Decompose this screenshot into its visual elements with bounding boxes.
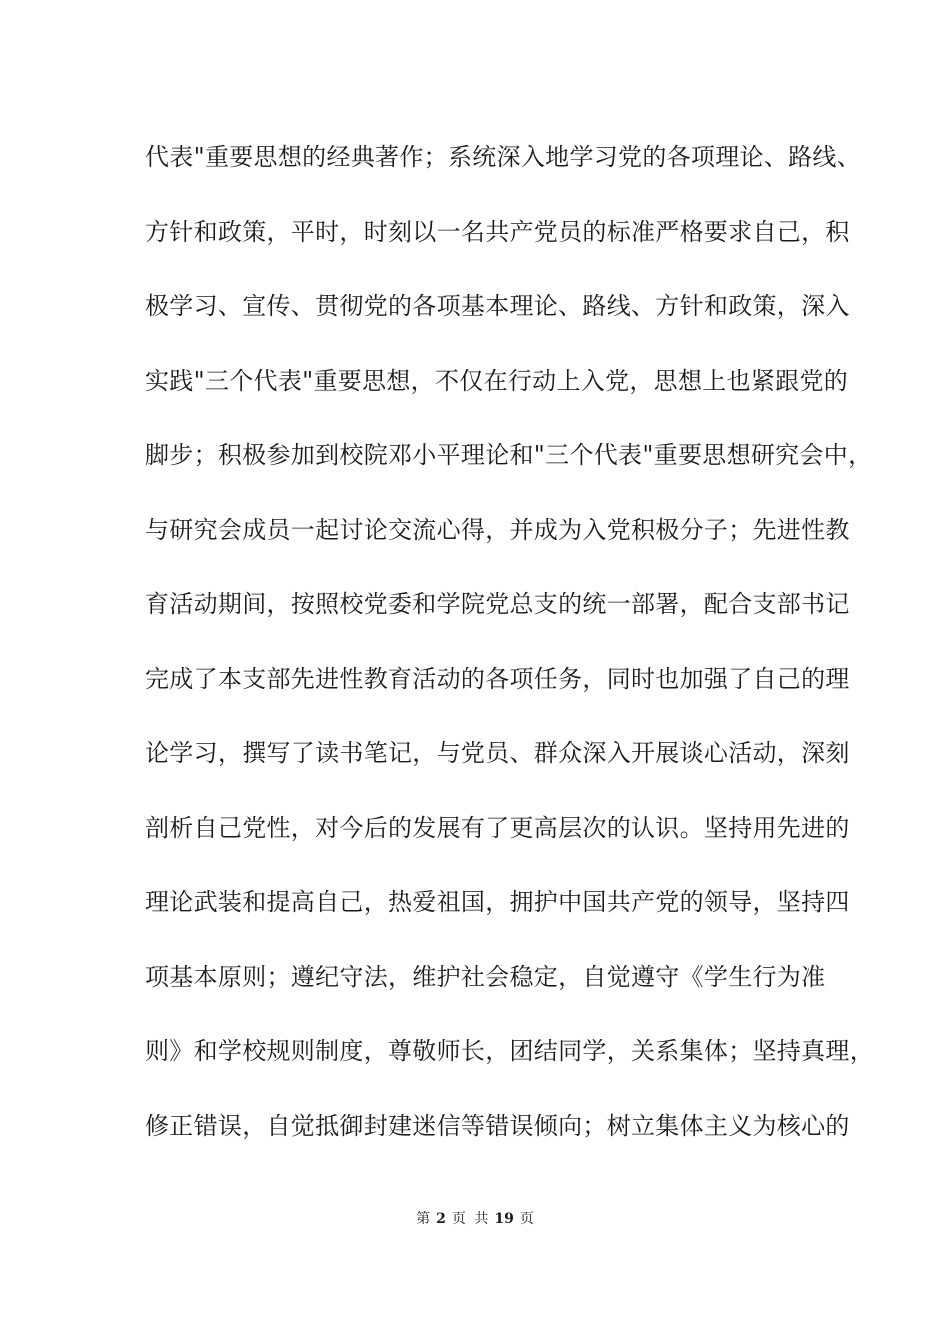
text-line: 方针和政策，平时，时刻以一名共产党员的标准严格要求自己，积 [145, 217, 850, 246]
footer-middle: 页 共 [451, 1211, 489, 1227]
footer-suffix: 页 [519, 1211, 534, 1227]
text-line: 理论武装和提高自己，热爱祖国，拥护中国共产党的领导，坚持四 [145, 888, 850, 916]
text-line: 项基本原则；遵纪守法，维护社会稳定，自觉遵守《学生行为准 [145, 962, 826, 991]
text-line: 脚步；积极参加到校院邓小平理论和"三个代表"重要思想研究会中， [145, 441, 873, 469]
footer-prefix: 第 [416, 1211, 431, 1227]
text-line: 代表"重要思想的经典著作；系统深入地学习党的各项理论、路线、 [145, 143, 862, 171]
text-line: 实践"三个代表"重要思想，不仅在行动上入党，思想上也紧跟党的 [145, 366, 849, 395]
text-line: 与研究会成员一起讨论交流心得，并成为入党积极分子；先进性教 [145, 515, 850, 544]
body-text [145, 136, 874, 1179]
footer-page-number: 2 [436, 1211, 446, 1227]
text-line: 完成了本支部先进性教育活动的各项任务，同时也加强了自己的理 [145, 664, 850, 693]
text-line: 则》和学校规则制度，尊敬师长，团结同学，关系集体；坚持真理， [145, 1037, 874, 1065]
text-line: 剖析自己党性，对今后的发展有了更高层次的认识。坚持用先进的 [145, 813, 850, 842]
footer-total-pages: 19 [494, 1211, 514, 1227]
text-line: 育活动期间，按照校党委和学院党总支的统一部署，配合支部书记 [145, 590, 850, 618]
text-line: 极学习、宣传、贯彻党的各项基本理论、路线、方针和政策，深入 [145, 292, 850, 320]
text-line: 论学习，撰写了读书笔记，与党员、群众深入开展谈心活动，深刻 [145, 739, 850, 767]
text-line: 修正错误，自觉抵御封建迷信等错误倾向；树立集体主义为核心的 [145, 1111, 850, 1140]
page-footer [0, 1208, 950, 1228]
